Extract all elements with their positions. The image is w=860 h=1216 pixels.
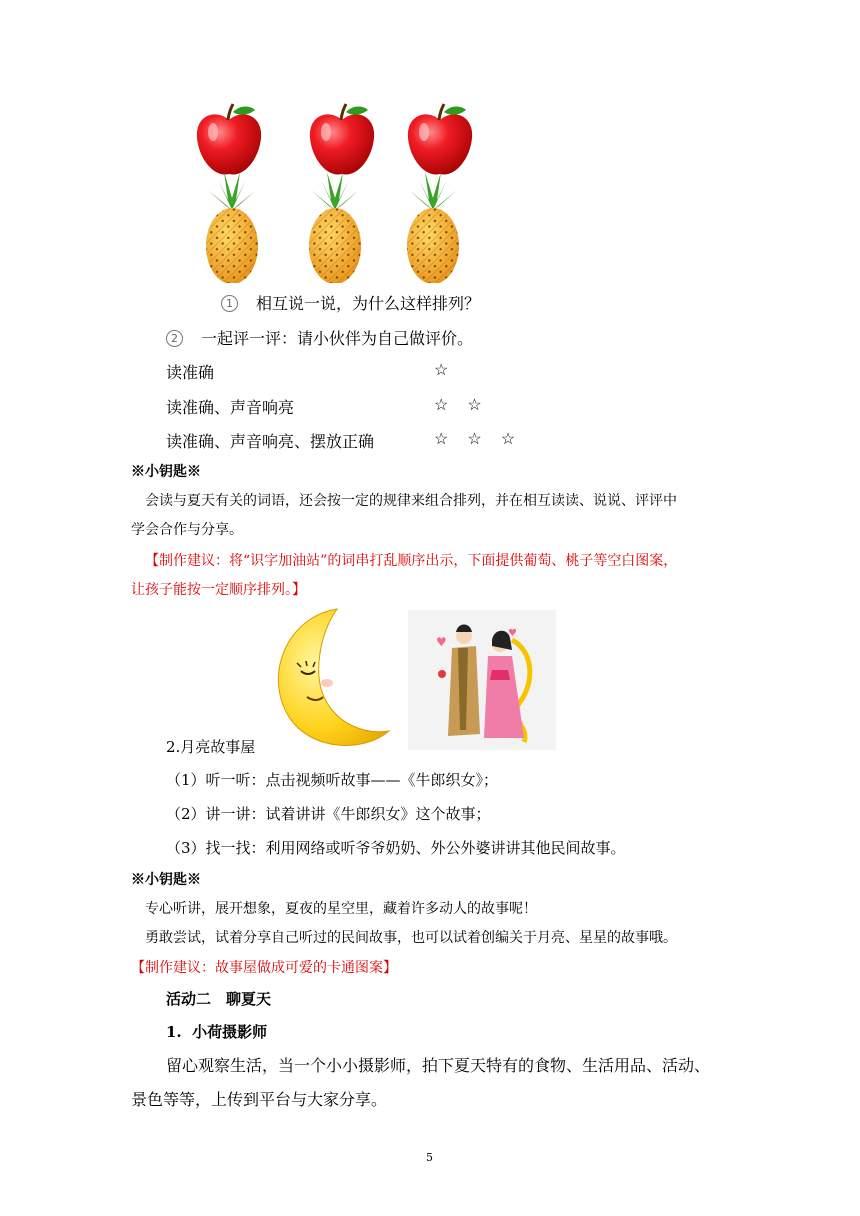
key-title: ※小钥匙※ (131, 464, 201, 480)
cowherd-weaver-illustration (408, 610, 556, 750)
eval-row-label: 读准确 (166, 363, 215, 382)
body-text: 留心观察生活，当一个小小摄影师，拍下夏天特有的食物、生活用品、活动、 (166, 1056, 711, 1075)
story-item: （2）讲一讲：试着讲讲《牛郎织女》这个故事； (166, 805, 491, 823)
fruits-illustration (190, 98, 490, 283)
moon-illustration (267, 605, 391, 749)
svg-text:♥: ♥ (436, 635, 447, 649)
key-text: 学会合作与分享。 (131, 522, 243, 538)
svg-text:♥: ♥ (508, 628, 517, 639)
eval-row-stars: ☆ ☆ (434, 395, 482, 414)
suggestion-text: 【制作建议：故事屋做成可爱的卡通图案】 (131, 960, 397, 976)
key-title: ※小钥匙※ (131, 872, 201, 888)
eval-row-label: 读准确、声音响亮 (166, 398, 295, 417)
suggestion-text: 【制作建议：将“识字加油站”的词串打乱顺序出示，下面提供葡萄、桃子等空白图案， (145, 553, 678, 569)
key-text: 专心听讲，展开想象，夏夜的星空里，藏着许多动人的故事呢！ (145, 901, 537, 917)
circle-number-1: 1 (221, 295, 238, 312)
suggestion-text: 让孩子能按一定顺序排列。】 (131, 582, 306, 598)
eval-row-label: 读准确、声音响亮、摆放正确 (166, 432, 375, 451)
key-text: 会读与夏天有关的词语，还会按一定的规律来组合排列，并在相互读读、说说、评评中 (145, 493, 677, 509)
question-2: 2 一起评一评：请小伙伴为自己做评价。 (166, 326, 473, 349)
page-number: 5 (426, 1151, 433, 1164)
circle-number-2: 2 (166, 330, 183, 347)
key-text: 勇敢尝试，试着分享自己听过的民间故事，也可以试着创编关于月亮、星星的故事哦。 (145, 930, 677, 946)
story-item: （1）听一听：点击视频听故事——《牛郎织女》； (166, 771, 499, 789)
eval-row-stars: ☆ (434, 360, 449, 379)
story-item: （3）找一找：利用网络或听爷爷奶奶、外公外婆讲讲其他民间故事。 (166, 839, 626, 857)
eval-row-stars: ☆ ☆ ☆ (434, 429, 516, 448)
activity-title: 活动二 聊夏天 (166, 990, 272, 1008)
question-1: 1 相互说一说，为什么这样排列？ (221, 291, 480, 314)
section-title: 2.月亮故事屋 (166, 738, 256, 756)
body-text: 景色等等，上传到平台与大家分享。 (131, 1090, 388, 1109)
subsection-title: 1. 小荷摄影师 (166, 1023, 268, 1041)
